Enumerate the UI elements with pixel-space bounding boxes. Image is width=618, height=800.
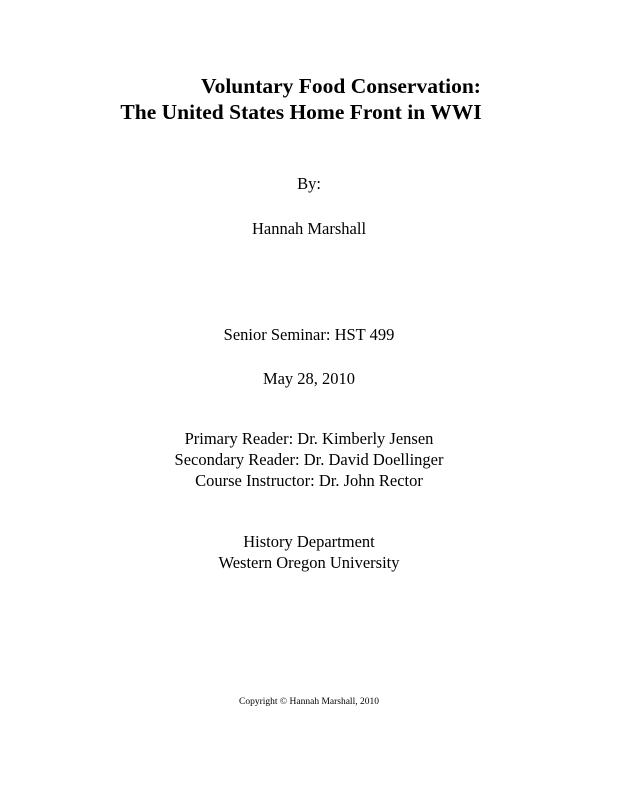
title-line-1: Voluntary Food Conservation:: [201, 74, 481, 98]
department: History Department: [243, 532, 375, 551]
by-label: By:: [297, 174, 321, 193]
course-name: Senior Seminar: HST 499: [223, 325, 395, 344]
submission-date: May 28, 2010: [262, 369, 356, 388]
secondary-reader: Secondary Reader: Dr. David Doellinger: [174, 450, 444, 469]
copyright-notice: Copyright © Hannah Marshall, 2010: [239, 697, 379, 707]
author-name: Hannah Marshall: [251, 219, 367, 238]
university: Western Oregon University: [218, 553, 400, 572]
title-line-2: The United States Home Front in WWI: [120, 100, 482, 124]
primary-reader: Primary Reader: Dr. Kimberly Jensen: [184, 429, 434, 448]
course-instructor: Course Instructor: Dr. John Rector: [195, 471, 423, 490]
